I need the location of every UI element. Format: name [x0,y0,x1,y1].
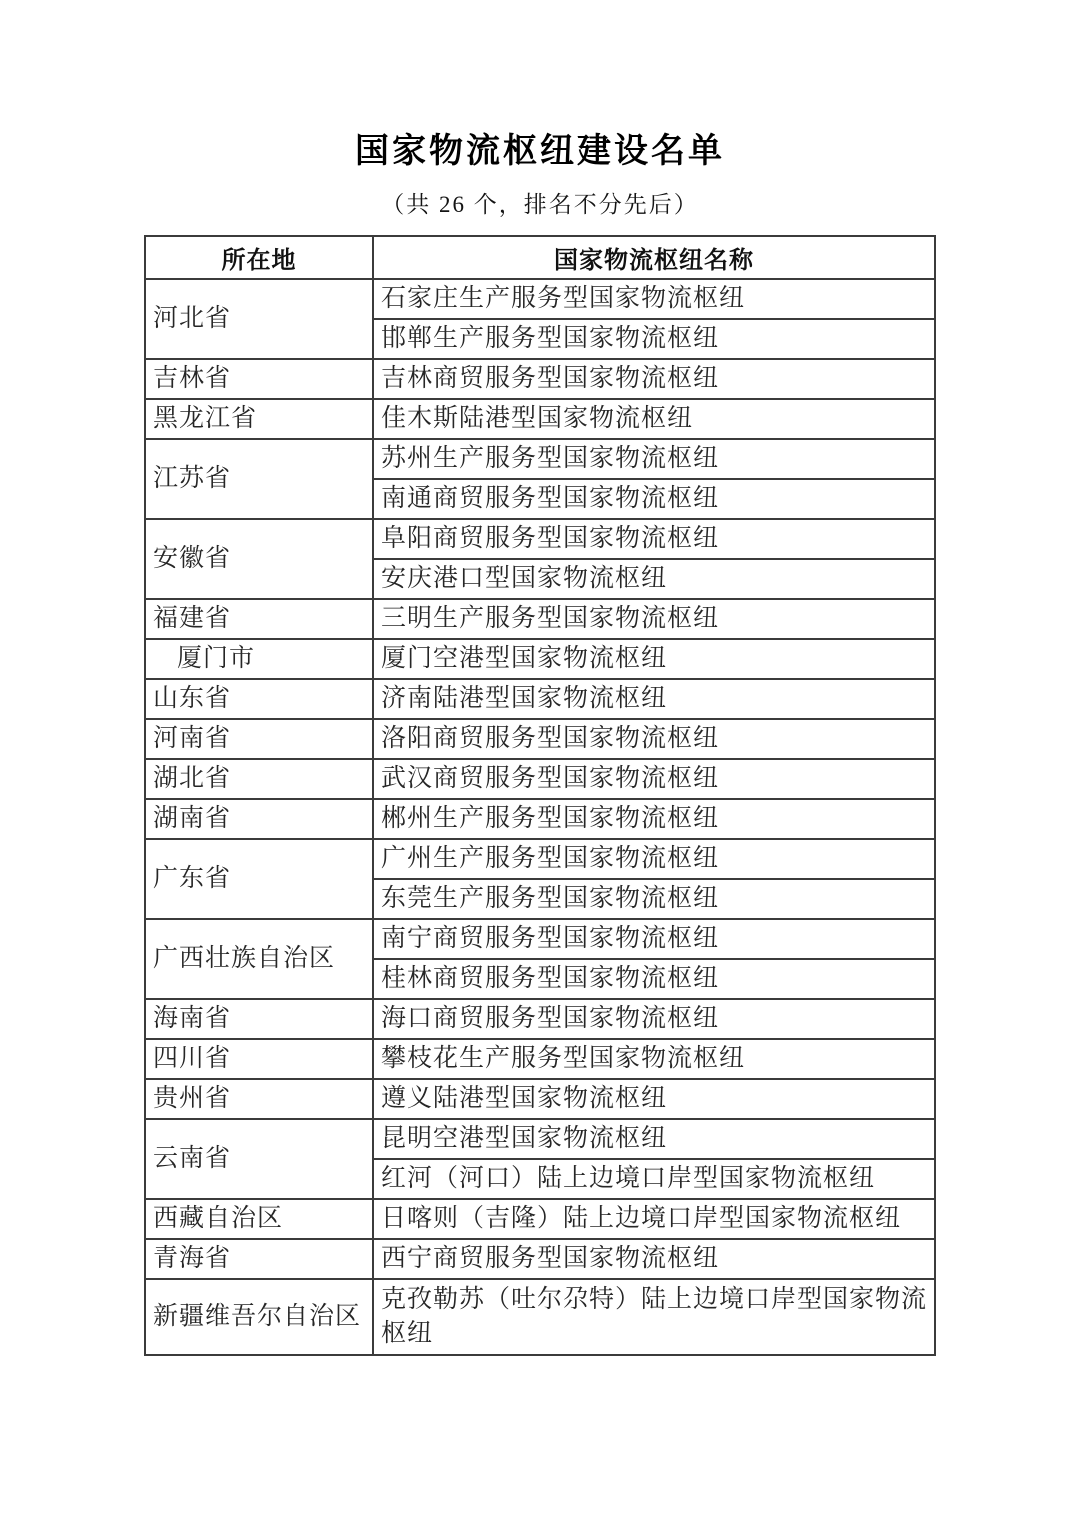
hub-name-cell: 邯郸生产服务型国家物流枢纽 [373,319,935,359]
location-cell: 厦门市 [145,639,373,679]
table-row [145,439,935,479]
hub-name-cell: 三明生产服务型国家物流枢纽 [373,599,935,639]
table-row [145,1279,935,1355]
column-header-location: 所在地 [145,236,373,279]
location-cell: 安徽省 [145,519,373,599]
table-row [145,759,935,799]
hub-name-cell: 西宁商贸服务型国家物流枢纽 [373,1239,935,1279]
hub-name-cell: 遵义陆港型国家物流枢纽 [373,1079,935,1119]
table-row [145,1079,935,1119]
hub-name-cell: 武汉商贸服务型国家物流枢纽 [373,759,935,799]
hub-name-cell: 厦门空港型国家物流枢纽 [373,639,935,679]
table-row [145,999,935,1039]
location-cell: 湖北省 [145,759,373,799]
location-cell: 贵州省 [145,1079,373,1119]
table-row [145,359,935,399]
hub-name-cell: 攀枝花生产服务型国家物流枢纽 [373,1039,935,1079]
location-cell: 青海省 [145,1239,373,1279]
table-row [145,599,935,639]
hub-name-cell: 安庆港口型国家物流枢纽 [373,559,935,599]
location-cell: 吉林省 [145,359,373,399]
hub-name-cell: 吉林商贸服务型国家物流枢纽 [373,359,935,399]
table-row [145,519,935,559]
table-row [145,399,935,439]
table-row [145,799,935,839]
table-row [145,679,935,719]
table-row [145,1239,935,1279]
hub-name-cell: 石家庄生产服务型国家物流枢纽 [373,279,935,319]
table-row [145,1199,935,1239]
hub-name-cell: 阜阳商贸服务型国家物流枢纽 [373,519,935,559]
table-row [145,839,935,879]
location-cell: 海南省 [145,999,373,1039]
location-cell: 福建省 [145,599,373,639]
location-cell: 山东省 [145,679,373,719]
page-subtitle: （共 26 个，排名不分先后） [381,192,699,217]
hub-name-cell: 海口商贸服务型国家物流枢纽 [373,999,935,1039]
location-cell: 河北省 [145,279,373,359]
hub-name-cell: 济南陆港型国家物流枢纽 [373,679,935,719]
location-cell: 广西壮族自治区 [145,919,373,999]
hub-name-cell: 日喀则（吉隆）陆上边境口岸型国家物流枢纽 [373,1199,935,1239]
hub-name-cell: 郴州生产服务型国家物流枢纽 [373,799,935,839]
location-cell: 新疆维吾尔自治区 [145,1279,373,1355]
location-cell: 云南省 [145,1119,373,1199]
hub-name-cell: 克孜勒苏（吐尔尕特）陆上边境口岸型国家物流枢纽 [373,1279,935,1355]
hub-table [144,235,936,1356]
hub-name-cell: 东莞生产服务型国家物流枢纽 [373,879,935,919]
hub-name-cell: 桂林商贸服务型国家物流枢纽 [373,959,935,999]
hub-name-cell: 南宁商贸服务型国家物流枢纽 [373,919,935,959]
hub-name-cell: 广州生产服务型国家物流枢纽 [373,839,935,879]
hub-name-cell: 佳木斯陆港型国家物流枢纽 [373,399,935,439]
table-row [145,1039,935,1079]
location-cell: 四川省 [145,1039,373,1079]
hub-name-cell: 洛阳商贸服务型国家物流枢纽 [373,719,935,759]
hub-table-body [145,279,935,1355]
hub-name-cell: 昆明空港型国家物流枢纽 [373,1119,935,1159]
hub-table-header [145,236,935,279]
location-cell: 西藏自治区 [145,1199,373,1239]
location-cell: 广东省 [145,839,373,919]
table-row [145,279,935,319]
hub-name-cell: 苏州生产服务型国家物流枢纽 [373,439,935,479]
location-cell: 湖南省 [145,799,373,839]
hub-name-cell: 南通商贸服务型国家物流枢纽 [373,479,935,519]
table-row [145,719,935,759]
hub-name-cell: 红河（河口）陆上边境口岸型国家物流枢纽 [373,1159,935,1199]
page-title: 国家物流枢纽建设名单 [355,133,725,170]
header-row [145,236,935,279]
location-cell: 江苏省 [145,439,373,519]
table-row [145,919,935,959]
table-row [145,639,935,679]
column-header-hub-name: 国家物流枢纽名称 [373,236,935,279]
location-cell: 黑龙江省 [145,399,373,439]
table-row [145,1119,935,1159]
location-cell: 河南省 [145,719,373,759]
